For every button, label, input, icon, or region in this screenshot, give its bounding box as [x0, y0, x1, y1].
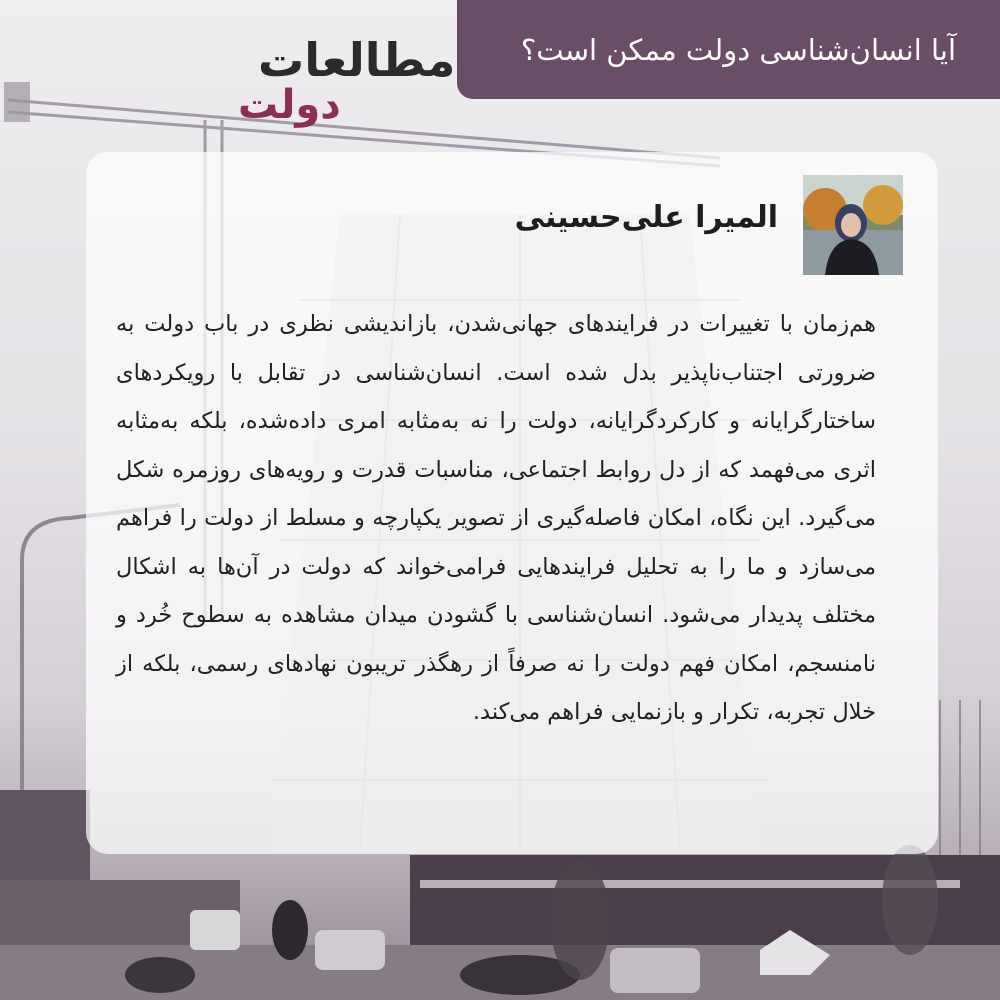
page-title: آیا انسان‌شناسی دولت ممکن است؟	[520, 32, 956, 67]
logo	[98, 14, 456, 128]
article-text: هم‌زمان با تغییرات در فرایندهای جهانی‌شدن، بازاندیشی نظری در باب دولت به ضرورتی اجتناب‌ناپذیر بدل شده است. انسان‌شناسی در تقابل با رویکردهای ساختارگرایانه و کارکردگرایانه، دولت را نه به‌مثابه امری داده‌شده، بلکه به‌مثابه اثری می‌فهمد که از دل روابط اجتماعی، مناسبات قدرت و رویه‌های روزمره شکل می‌گیرد. این نگاه، امکان فاصله‌گیری از تصویر یکپارچه و مسلط از دولت را فراهم می‌سازد و ما را به تحلیل فرایندهایی فرامی‌خواند که دولت در آن‌ها به اشکال مختلف پدیدار می‌شود. انسان‌شناسی با گشودن میدان مشاهده به سطوح خُرد و نامنسجم، امکان فهم دولت را نه صرفاً از رهگذر تریبون نهادهای رسمی، بلکه از خلال تجربه، تکرار و بازنمایی فراهم می‌کند.	[116, 311, 876, 725]
title-banner	[457, 0, 1000, 99]
author-photo-icon	[803, 175, 903, 275]
logo-line1: مطالعات	[258, 33, 456, 87]
author-name: المیرا علی‌حسینی	[514, 200, 778, 235]
logo-line2: دولت	[238, 82, 341, 128]
author-avatar	[800, 172, 900, 272]
